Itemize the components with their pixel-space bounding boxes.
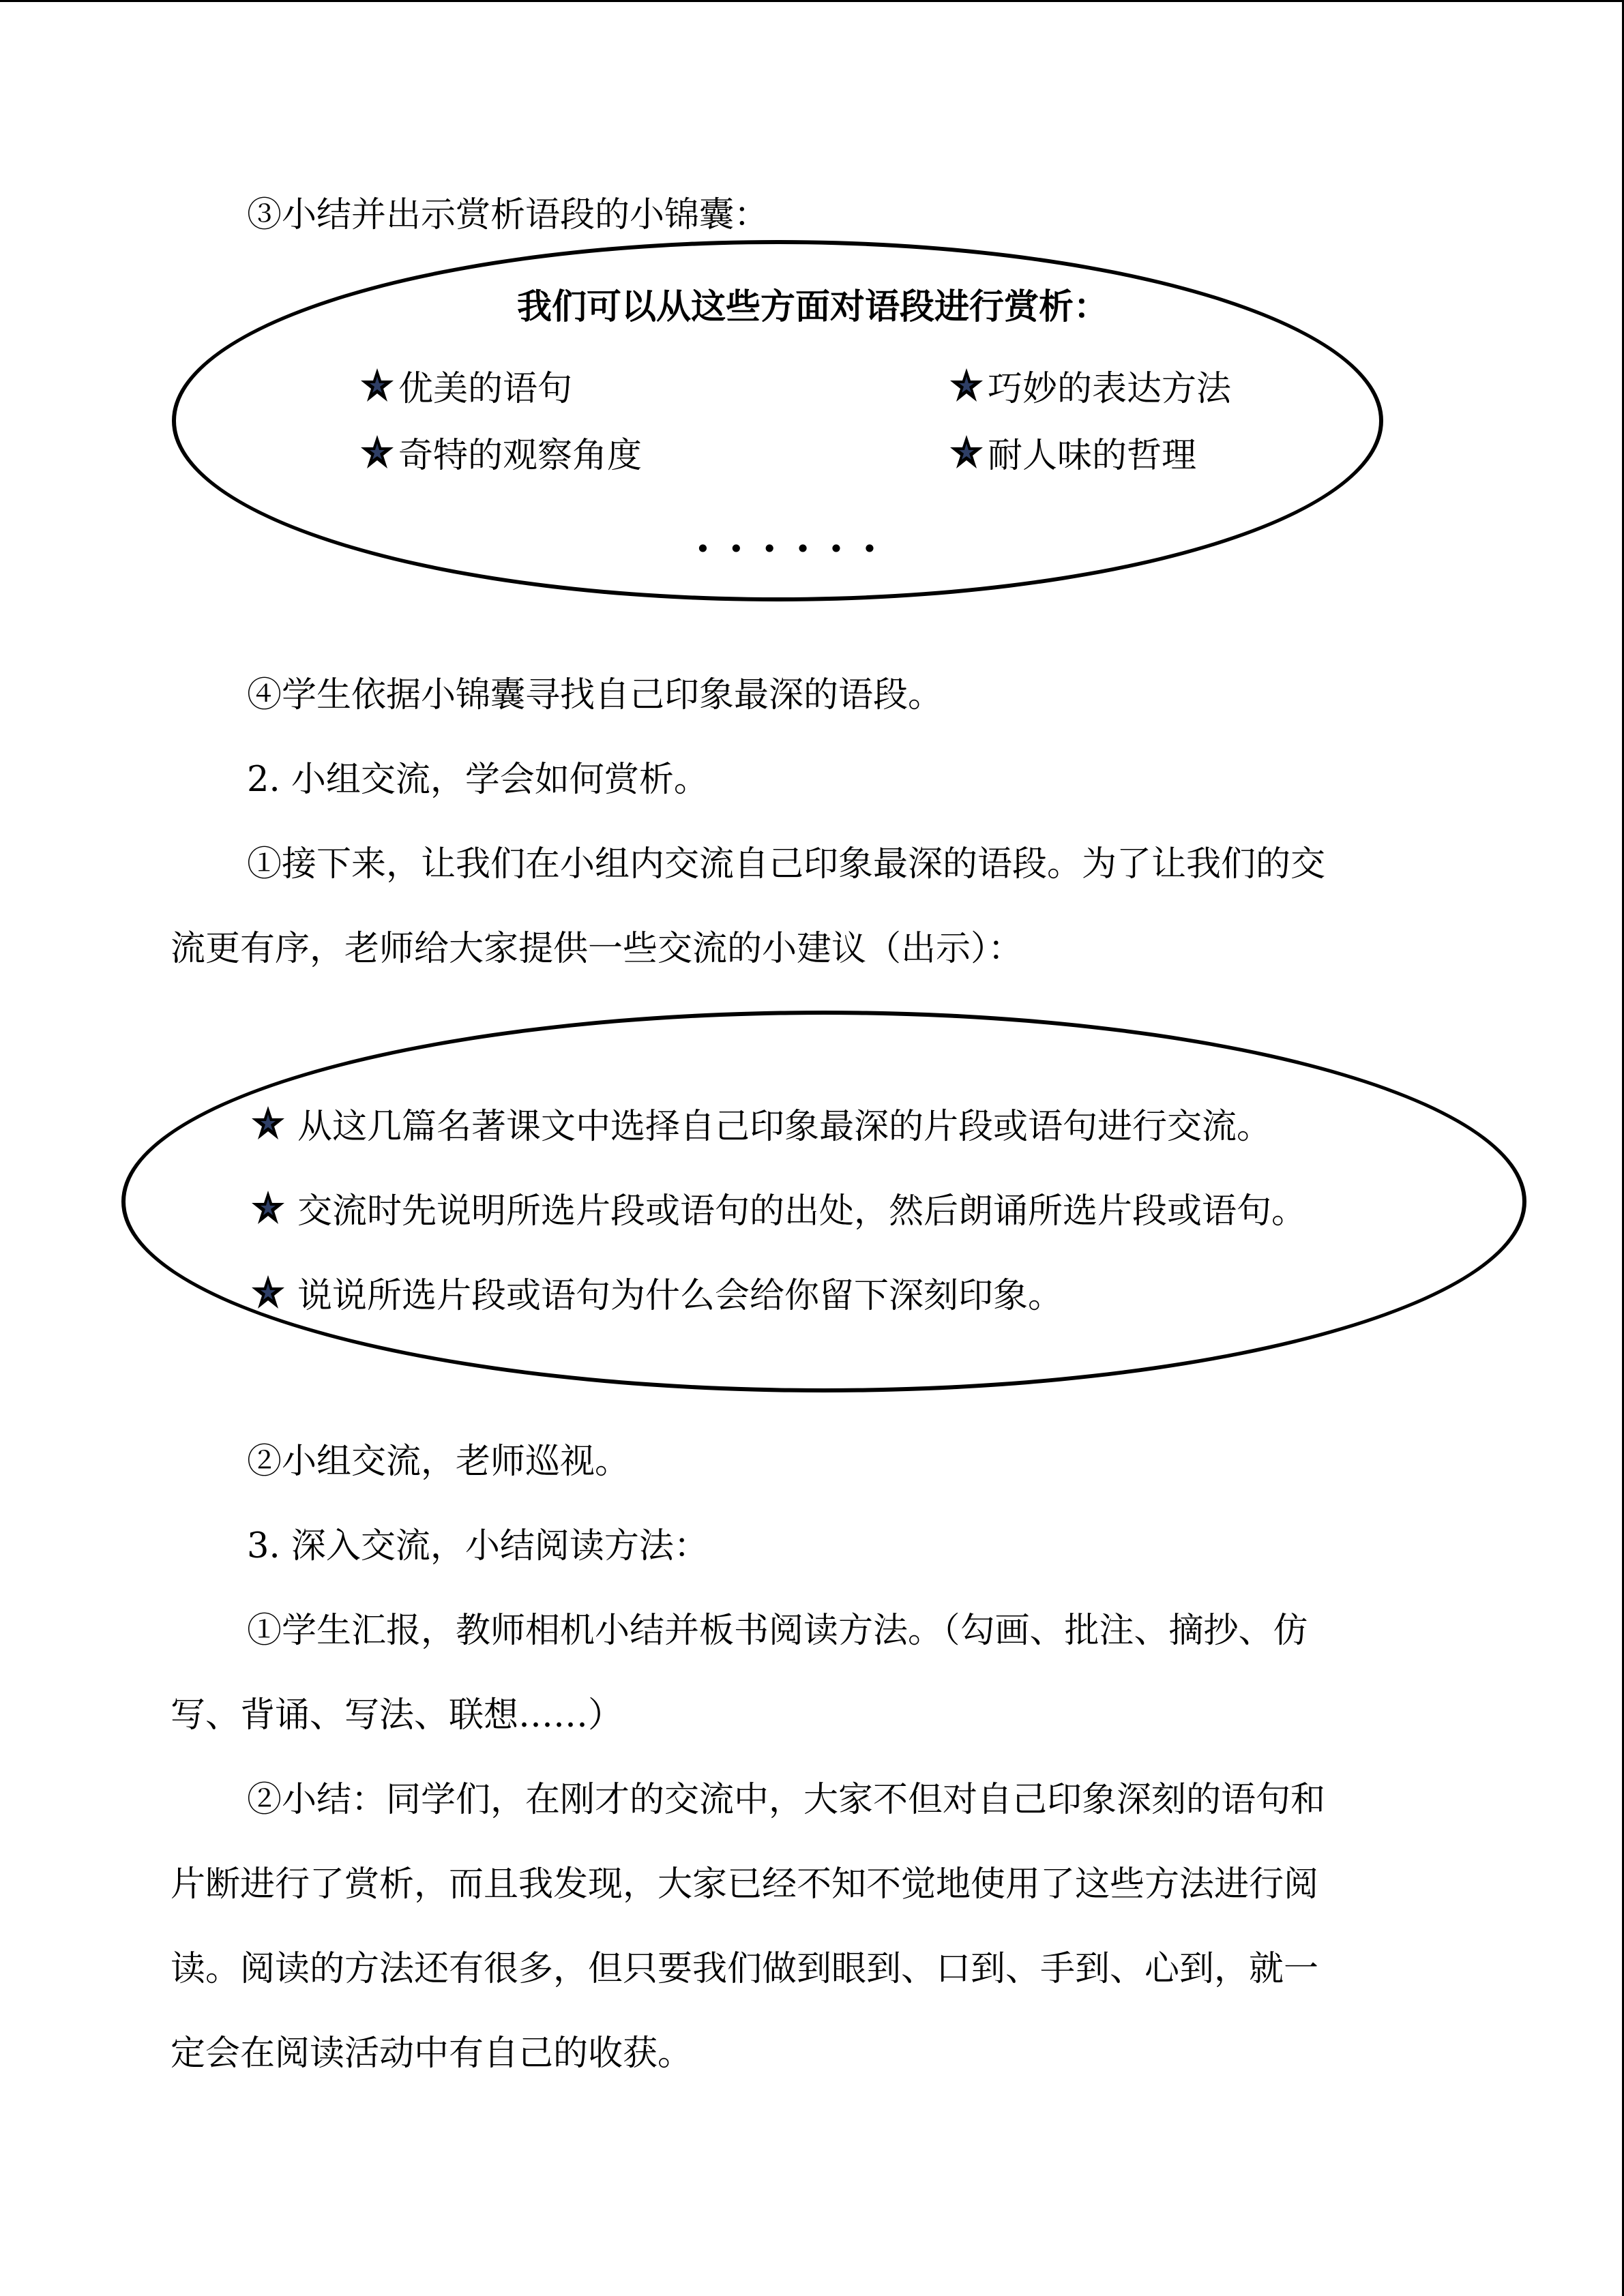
paragraph-step-4: ④学生依据小锦囊寻找自己印象最深的语段。: [247, 675, 943, 715]
tip-item-label: 耐人味的哲理: [988, 436, 1197, 476]
paragraph-step-2: ②小组交流，老师巡视。: [247, 1442, 630, 1482]
tip-item-label: 巧妙的表达方法: [988, 369, 1232, 409]
paragraph-step-1-line1: ①接下来，让我们在小组内交流自己印象最深的语段。为了让我们的交: [247, 844, 1326, 884]
suggestion-item: [251, 1182, 1306, 1233]
paragraph-step-1-line2: 流更有序，老师给大家提供一些交流的小建议（出示）：: [171, 929, 1023, 969]
paragraph-report-line1: ①学生汇报，教师相机小结并板书阅读方法。（勾画、批注、摘抄、仿: [247, 1611, 1308, 1651]
suggestion-item-label: 交流时先说明所选片段或语句的出处，然后朗诵所选片段或语句。: [297, 1191, 1307, 1232]
tip-item: [360, 360, 572, 411]
suggestion-item-label: 说说所选片段或语句为什么会给你留下深刻印象。: [297, 1276, 1063, 1316]
suggestion-item-label: 从这几篇名著课文中选择自己印象最深的片段或语句进行交流。: [297, 1107, 1272, 1147]
tip-item: [949, 360, 1231, 411]
ellipsis-dots: ······: [696, 525, 896, 573]
paragraph-heading-3: 3. 深入交流，小结阅读方法：: [247, 1526, 709, 1566]
star-icon: [251, 1105, 285, 1142]
star-icon: [360, 367, 394, 404]
star-icon: [251, 1274, 285, 1311]
paragraph-summary-line1: ②小结：同学们，在刚才的交流中，大家不但对自己印象深刻的语句和: [247, 1780, 1326, 1820]
page-border-top: [0, 0, 1624, 2]
star-icon: [251, 1189, 285, 1226]
paragraph-heading-2: 2. 小组交流，学会如何赏析。: [247, 760, 709, 800]
suggestion-item: [251, 1098, 1271, 1148]
tip-item-label: 优美的语句: [398, 369, 573, 409]
star-icon: [949, 367, 984, 404]
suggestion-item: [251, 1267, 1063, 1317]
paragraph-summary-line2: 片断进行了赏析，而且我发现，大家已经不知不觉地使用了这些方法进行阅: [171, 1864, 1319, 1905]
tip-item: [949, 427, 1196, 477]
paragraph-summary-line3: 读。阅读的方法还有很多，但只要我们做到眼到、口到、手到、心到，就一: [171, 1949, 1319, 1989]
tips-box-title: 我们可以从这些方面对语段进行赏析：: [517, 287, 1109, 327]
star-icon: [360, 434, 394, 471]
paragraph-report-line2: 写、背诵、写法、联想……）: [171, 1695, 623, 1735]
paragraph-summary-intro: ③小结并出示赏析语段的小锦囊：: [247, 195, 769, 235]
tip-item-label: 奇特的观察角度: [398, 436, 643, 476]
paragraph-summary-line4: 定会在阅读活动中有自己的收获。: [171, 2033, 693, 2074]
star-icon: [949, 434, 984, 471]
tip-item: [360, 427, 642, 477]
